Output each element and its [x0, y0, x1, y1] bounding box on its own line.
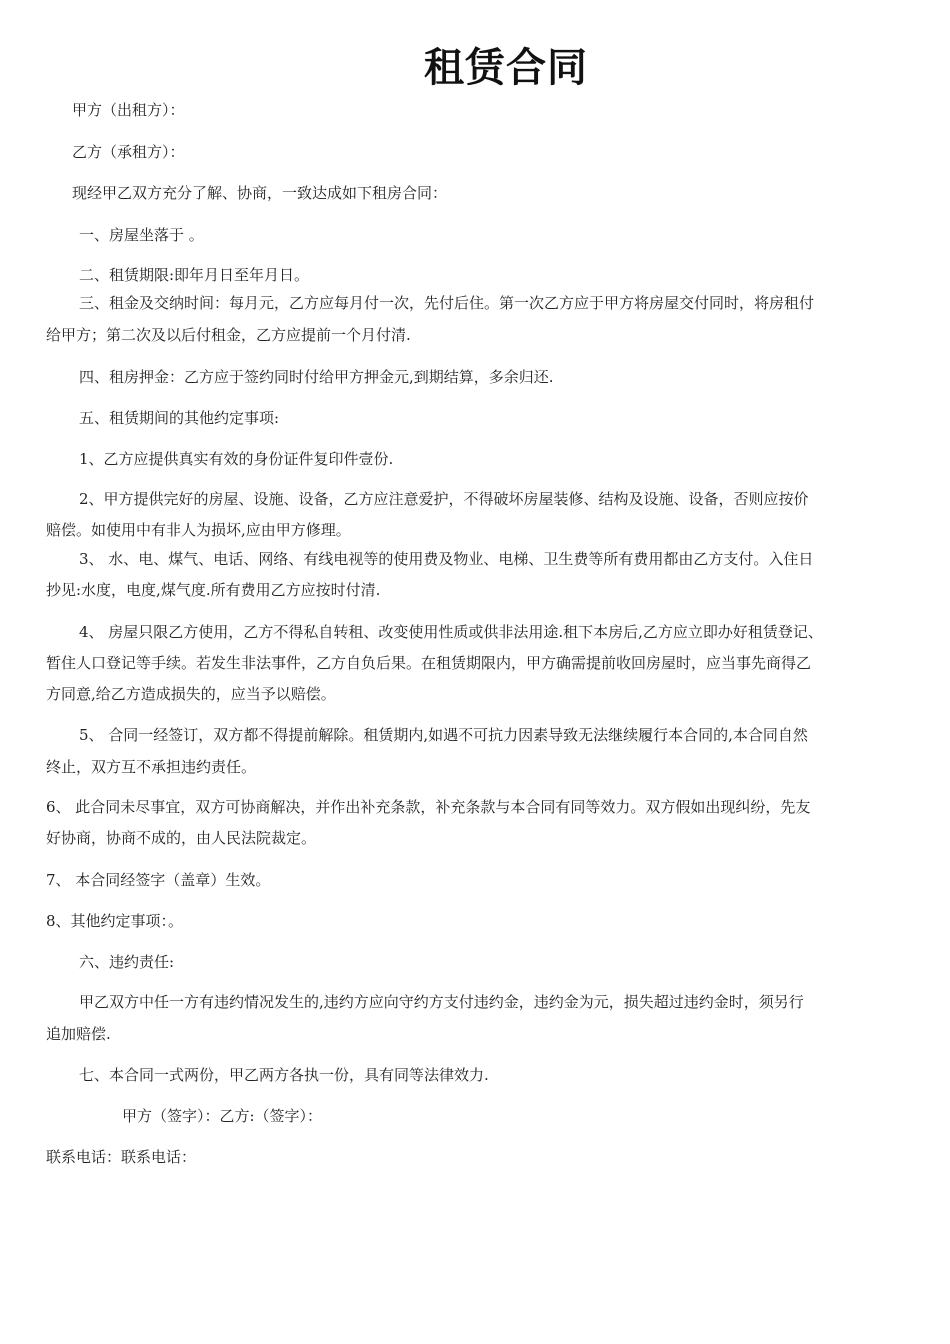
contact-line: 联系电话：联系电话：	[46, 1148, 197, 1166]
party-a-line: 甲方（出租方）：	[72, 101, 185, 119]
clause-6-line-1: 甲乙双方中任一方有违约情况发生的,违约方应向守约方支付违约金，违约金为元，损失超过违约金时，须另行	[79, 993, 804, 1011]
clause-3-rent-line-1: 三、租金及交纳时间：每月元，乙方应每月付一次，先付后住。第一次乙方应于甲方将房屋交付同时，将房租付	[79, 294, 815, 312]
clause-6-heading: 六、违约责任:	[79, 953, 175, 971]
item-8: 8、其他约定事项：。	[46, 912, 184, 930]
clause-3-rent-line-2: 给甲方；第二次及以后付租金，乙方应提前一个月付清.	[46, 326, 411, 344]
item-5-line-2: 终止，双方互不承担违约责任。	[46, 758, 257, 776]
item-3-line-1: 3、 水、电、煤气、电话、网络、有线电视等的使用费及物业、电梯、卫生费等所有费用都由乙方支付。入住日	[79, 550, 814, 568]
item-2-line-1: 2、甲方提供完好的房屋、设施、设备，乙方应注意爱护，不得破坏房屋装修、结构及设施、设备，否则应按价	[79, 490, 809, 508]
contract-title: 租赁合同	[424, 45, 588, 91]
clause-1-location: 一、房屋坐落于 。	[79, 226, 204, 244]
party-b-line: 乙方（承租方）：	[72, 143, 185, 161]
clause-7: 七、本合同一式两份，甲乙两方各执一份，具有同等法律效力.	[79, 1066, 489, 1084]
item-1: 1、乙方应提供真实有效的身份证件复印件壹份.	[79, 450, 394, 468]
clause-4-deposit: 四、租房押金：乙方应于签约同时付给甲方押金元,到期结算，多余归还.	[79, 368, 554, 386]
clause-5-heading: 五、租赁期间的其他约定事项:	[79, 409, 280, 427]
item-2-line-2: 赔偿。如使用中有非人为损坏,应由甲方修理。	[46, 521, 351, 539]
item-4-line-2: 暂住人口登记等手续。若发生非法事件，乙方自负后果。在租赁期限内，甲方确需提前收回房屋时，应当事先商得乙	[46, 654, 812, 672]
item-3-line-2: 抄见:水度，电度,煤气度.所有费用乙方应按时付清.	[46, 581, 381, 599]
clause-2-term: 二、租赁期限:即年月日至年月日。	[79, 266, 310, 284]
clause-6-line-2: 追加赔偿.	[46, 1025, 111, 1043]
signature-line: 甲方（签字）：乙方:（签字）：	[122, 1107, 323, 1125]
item-4-line-3: 方同意,给乙方造成损失的，应当予以赔偿。	[46, 685, 336, 703]
item-6-line-2: 好协商，协商不成的，由人民法院裁定。	[46, 829, 317, 847]
item-4-line-1: 4、 房屋只限乙方使用，乙方不得私自转租、改变使用性质或供非法用途.租下本房后,乙方应立即办好租赁登记、	[79, 623, 823, 641]
intro-line: 现经甲乙双方充分了解、协商，一致达成如下租房合同：	[72, 184, 448, 202]
item-7: 7、 本合同经签字（盖章）生效。	[46, 871, 271, 889]
item-5-line-1: 5、 合同一经签订，双方都不得提前解除。租赁期内,如遇不可抗力因素导致无法继续履行本合同的,本合同自然	[79, 726, 808, 744]
item-6-line-1: 6、 此合同未尽事宜，双方可协商解决，并作出补充条款，补充条款与本合同有同等效力。双方假如出现纠纷，先友	[46, 798, 811, 816]
